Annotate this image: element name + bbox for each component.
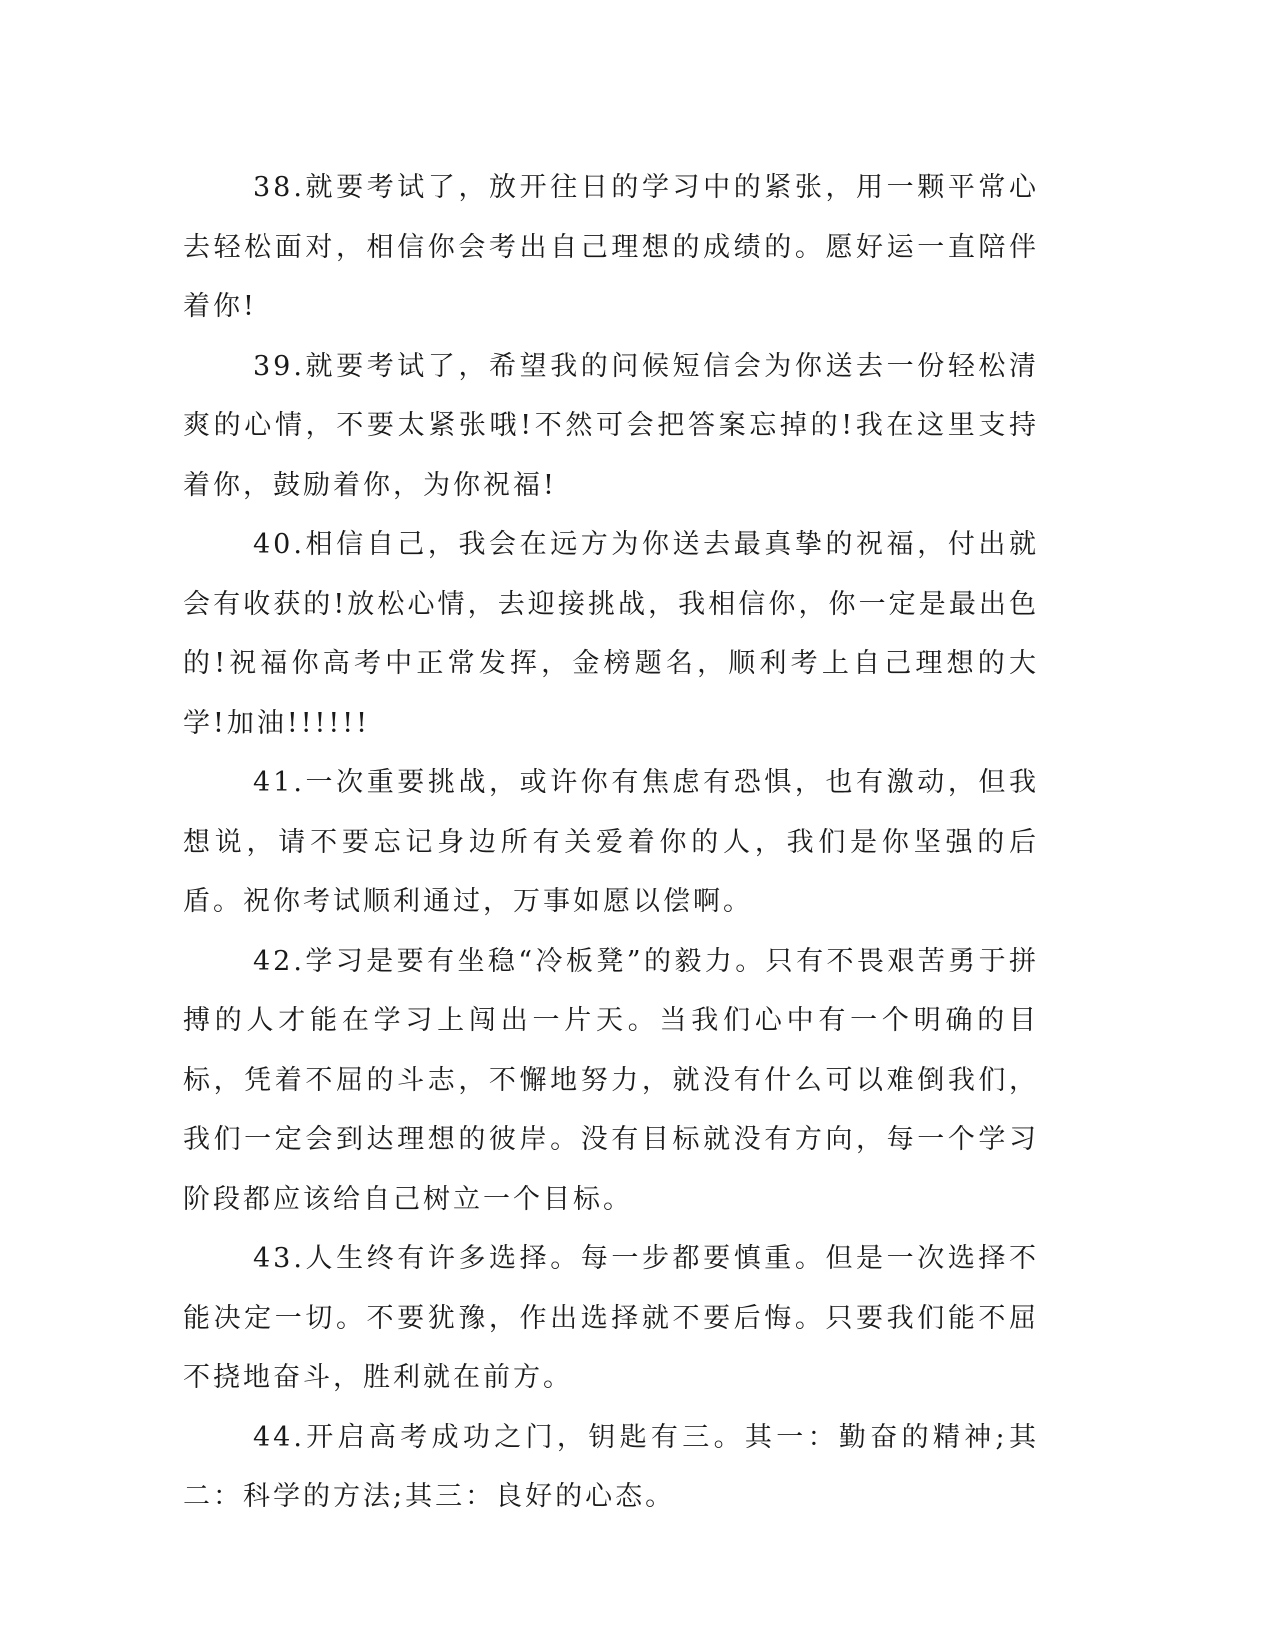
paragraph-43: 43.人生终有许多选择。每一步都要慎重。但是一次选择不能决定一切。不要犹豫，作出选择就不要后悔。只要我们能不屈不挠地奋斗，胜利就在前方。 — [183, 1243, 1039, 1393]
paragraph-39: 39.就要考试了，希望我的问候短信会为你送去一份轻松清爽的心情，不要太紧张哦!不然可会把答案忘掉的!我在这里支持着你，鼓励着你，为你祝福! — [183, 350, 1039, 501]
paragraph-40: 40.相信自己，我会在远方为你送去最真挚的祝福，付出就会有收获的!放松心情，去迎接挑战，我相信你，你一定是最出色的!祝福你高考中正常发挥，金榜题名，顺利考上自己理想的大学!加油!!!!!! — [183, 529, 1039, 739]
paragraph-44: 44.开启高考成功之门，钥匙有三。其一：勤奋的精神;其二：科学的方法;其三：良好的心态。 — [183, 1421, 1039, 1512]
paragraph-38: 38.就要考试了，放开往日的学习中的紧张，用一颗平常心去轻松面对，相信你会考出自己理想的成绩的。愿好运一直陪伴着你! — [183, 172, 1039, 322]
document-body — [183, 158, 1039, 1527]
paragraph-42: 42.学习是要有坐稳“冷板凳”的毅力。只有不畏艰苦勇于拼搏的人才能在学习上闯出一片天。当我们心中有一个明确的目标，凭着不屈的斗志，不懈地努力，就没有什么可以难倒我们，我们一定会到达理想的彼岸。没有目标就没有方向，每一个学习阶段都应该给自己树立一个目标。 — [183, 945, 1039, 1215]
paragraph-41: 41.一次重要挑战，或许你有焦虑有恐惧，也有激动，但我想说，请不要忘记身边所有关爱着你的人，我们是你坚强的后盾。祝你考试顺利通过，万事如愿以偿啊。 — [183, 767, 1039, 917]
